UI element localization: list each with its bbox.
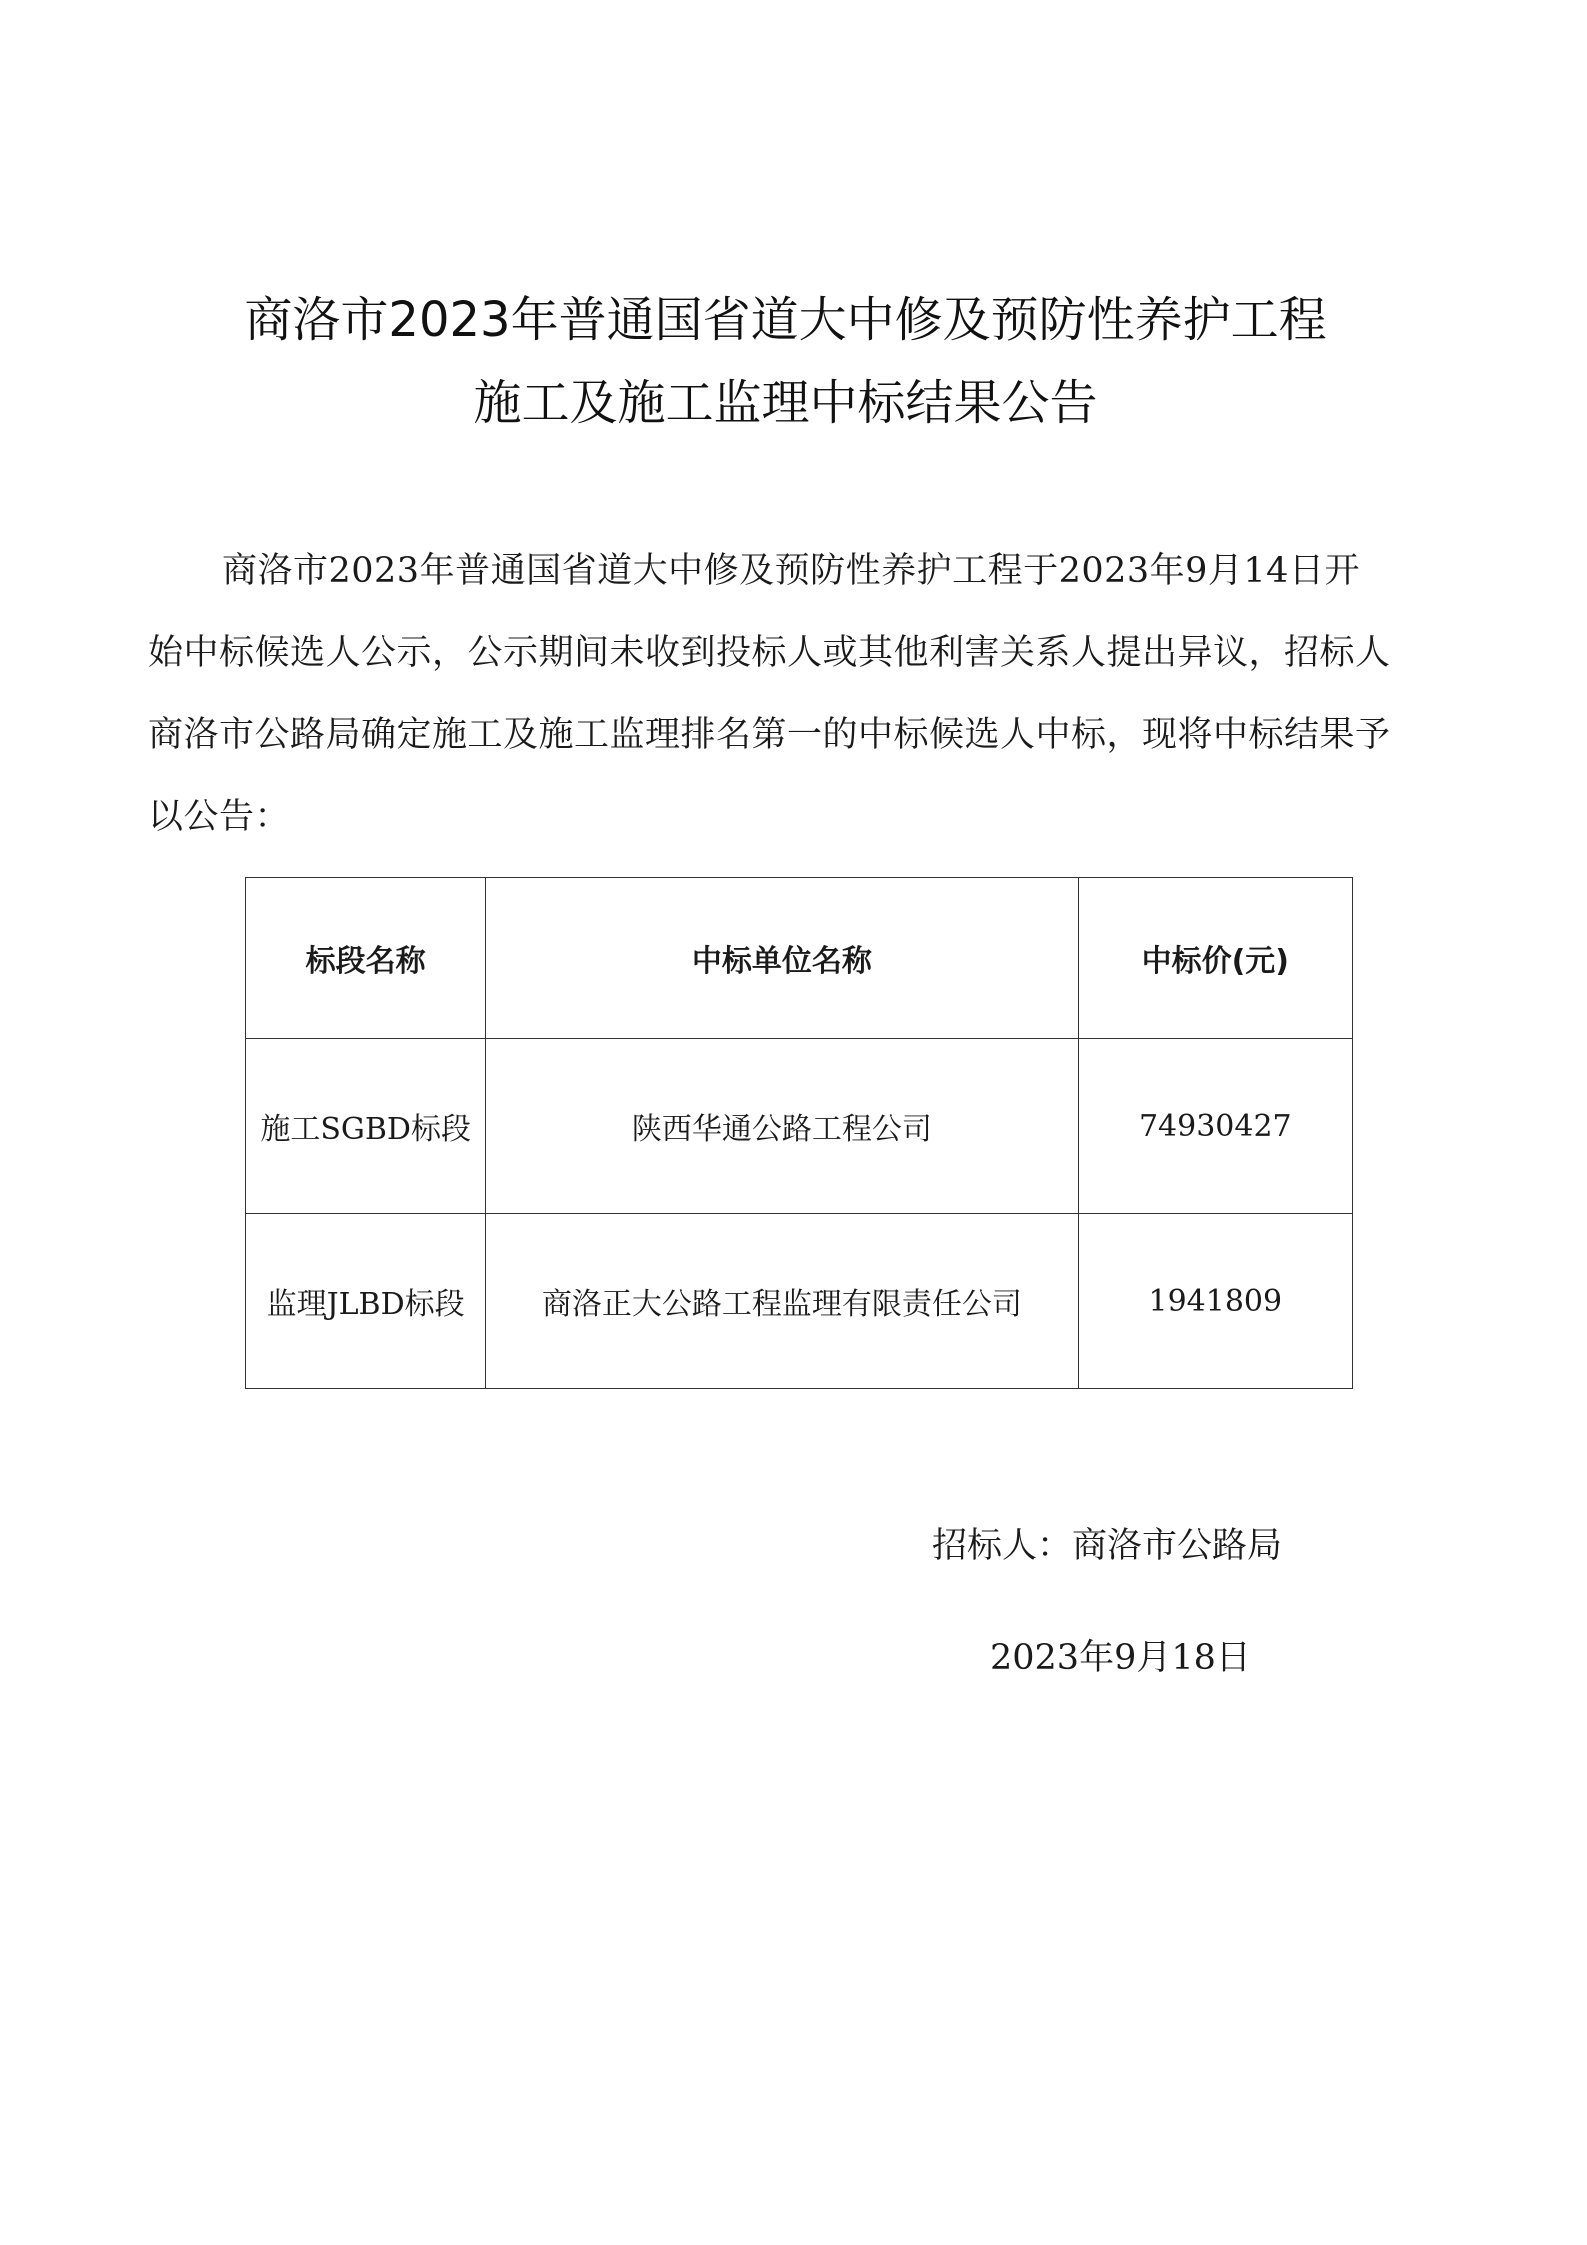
results-table: [245, 877, 1353, 1389]
cell-winning-price: 1941809: [1078, 1214, 1352, 1389]
signature-date: 2023年9月18日: [990, 1638, 1251, 1678]
cell-section-name: 监理JLBD标段: [246, 1214, 486, 1389]
table-row: [246, 1039, 1353, 1214]
header-winner-name: 中标单位名称: [486, 878, 1078, 1039]
table-header-row: [246, 878, 1353, 1039]
signature-organization: 招标人：商洛市公路局: [932, 1526, 1283, 1566]
paragraph-line-4: 以公告：: [148, 797, 291, 837]
cell-winning-price: 74930427: [1078, 1039, 1352, 1214]
paragraph-line-3: 商洛市公路局确定施工及施工监理排名第一的中标候选人中标，现将中标结果予: [148, 715, 1391, 755]
table-row: [246, 1214, 1353, 1389]
document-title-line-1: 商洛市2023年普通国省道大中修及预防性养护工程: [244, 292, 1327, 348]
header-section-name: 标段名称: [246, 878, 486, 1039]
paragraph-line-1: 商洛市2023年普通国省道大中修及预防性养护工程于2023年9月14日开: [222, 551, 1360, 591]
cell-winner-name: 商洛正大公路工程监理有限责任公司: [486, 1214, 1078, 1389]
cell-section-name: 施工SGBD标段: [246, 1039, 486, 1214]
paragraph-line-2: 始中标候选人公示，公示期间未收到投标人或其他利害关系人提出异议，招标人: [148, 633, 1391, 673]
document-title-line-2: 施工及施工监理中标结果公告: [473, 375, 1098, 431]
cell-winner-name: 陕西华通公路工程公司: [486, 1039, 1078, 1214]
header-winning-price: 中标价(元): [1078, 878, 1352, 1039]
